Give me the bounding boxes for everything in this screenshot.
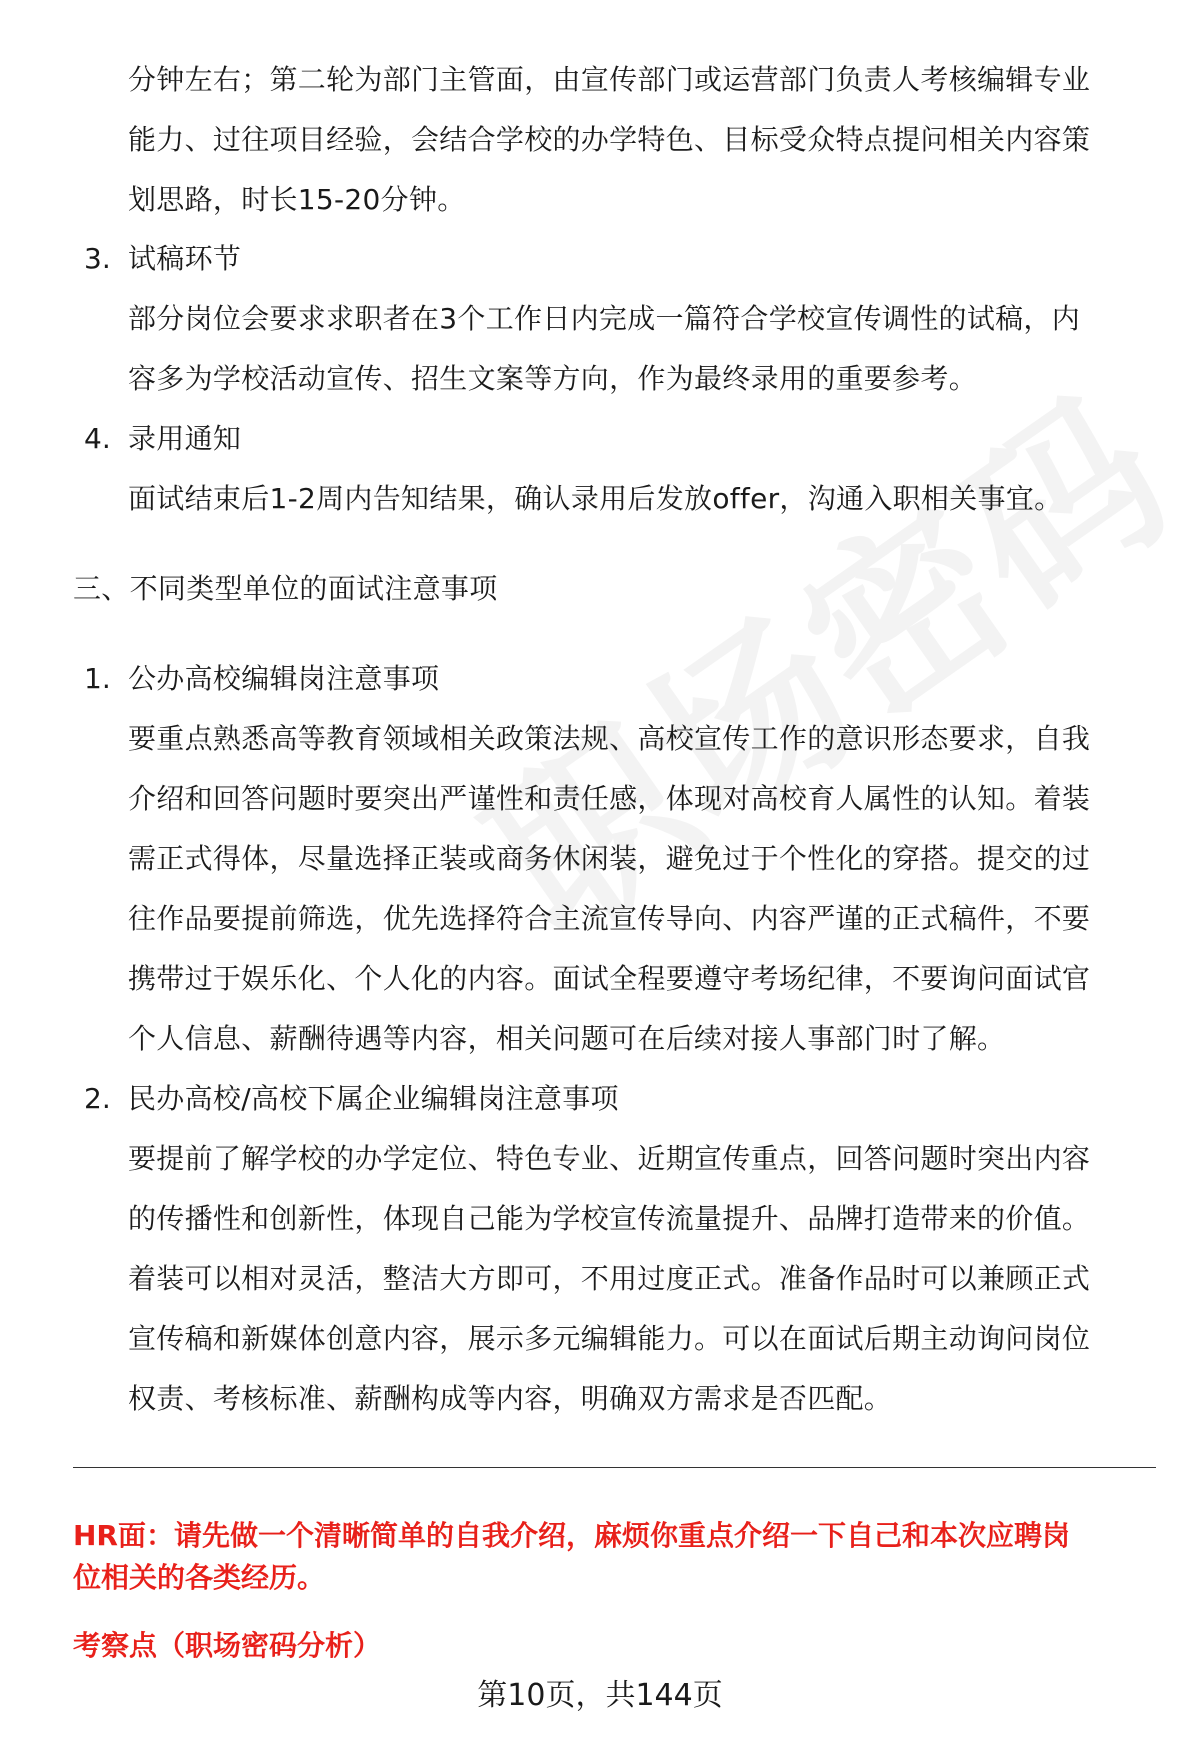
list-number: 2. [84, 1082, 111, 1115]
page-number: 第10页，共144页 [477, 1678, 723, 1713]
paragraph-line: 介绍和回答问题时要突出严谨性和责任感，体现对高校育人属性的认知。着装 [128, 782, 1091, 815]
paragraph-line: 容多为学校活动宣传、招生文案等方向，作为最终录用的重要参考。 [128, 362, 978, 395]
paragraph-line: 分钟左右；第二轮为部门主管面，由宣传部门或运营部门负责人考核编辑专业 [128, 63, 1091, 96]
paragraph-line: 能力、过往项目经验，会结合学校的办学特色、目标受众特点提问相关内容策 [128, 123, 1091, 156]
hr-question-line: HR面：请先做一个清晰简单的自我介绍，麻烦你重点介绍一下自己和本次应聘岗 [73, 1519, 1070, 1552]
paragraph-line: 宣传稿和新媒体创意内容，展示多元编辑能力。可以在面试后期主动询问岗位 [128, 1322, 1091, 1355]
list-item-title: 录用通知 [128, 422, 242, 455]
list-number: 3. [84, 242, 111, 275]
paragraph-line: 划思路，时长15-20分钟。 [128, 183, 466, 216]
list-item-title: 试稿环节 [128, 242, 242, 275]
list-number: 4. [84, 422, 111, 455]
paragraph-line: 权责、考核标准、薪酬构成等内容，明确双方需求是否匹配。 [128, 1382, 893, 1415]
horizontal-divider [73, 1467, 1156, 1468]
paragraph-line: 往作品要提前筛选，优先选择符合主流宣传导向、内容严谨的正式稿件，不要 [128, 902, 1091, 935]
list-number: 1. [84, 662, 111, 695]
paragraph-line: 需正式得体，尽量选择正装或商务休闲装，避免过于个性化的穿搭。提交的过 [128, 842, 1091, 875]
paragraph-line: 的传播性和创新性，体现自己能为学校宣传流量提升、品牌打造带来的价值。 [128, 1202, 1091, 1235]
paragraph-line: 个人信息、薪酬待遇等内容，相关问题可在后续对接人事部门时了解。 [128, 1022, 1006, 1055]
list-item-title: 民办高校/高校下属企业编辑岗注意事项 [128, 1082, 619, 1115]
section-heading: 三、不同类型单位的面试注意事项 [73, 572, 498, 605]
paragraph-line: 着装可以相对灵活，整洁大方即可，不用过度正式。准备作品时可以兼顾正式 [128, 1262, 1091, 1295]
hr-subheading: 考察点（职场密码分析） [73, 1629, 382, 1662]
watermark-text [430, 327, 1200, 987]
paragraph-line: 要重点熟悉高等教育领域相关政策法规、高校宣传工作的意识形态要求，自我 [128, 722, 1091, 755]
paragraph-line: 面试结束后1-2周内告知结果，确认录用后发放offer，沟通入职相关事宜。 [128, 482, 1063, 515]
hr-question-line: 位相关的各类经历。 [73, 1561, 326, 1594]
paragraph-line: 携带过于娱乐化、个人化的内容。面试全程要遵守考场纪律，不要询问面试官 [128, 962, 1091, 995]
paragraph-line: 要提前了解学校的办学定位、特色专业、近期宣传重点，回答问题时突出内容 [128, 1142, 1091, 1175]
paragraph-line: 部分岗位会要求求职者在3个工作日内完成一篇符合学校宣传调性的试稿，内 [128, 302, 1081, 335]
list-item-title: 公办高校编辑岗注意事项 [128, 662, 440, 695]
